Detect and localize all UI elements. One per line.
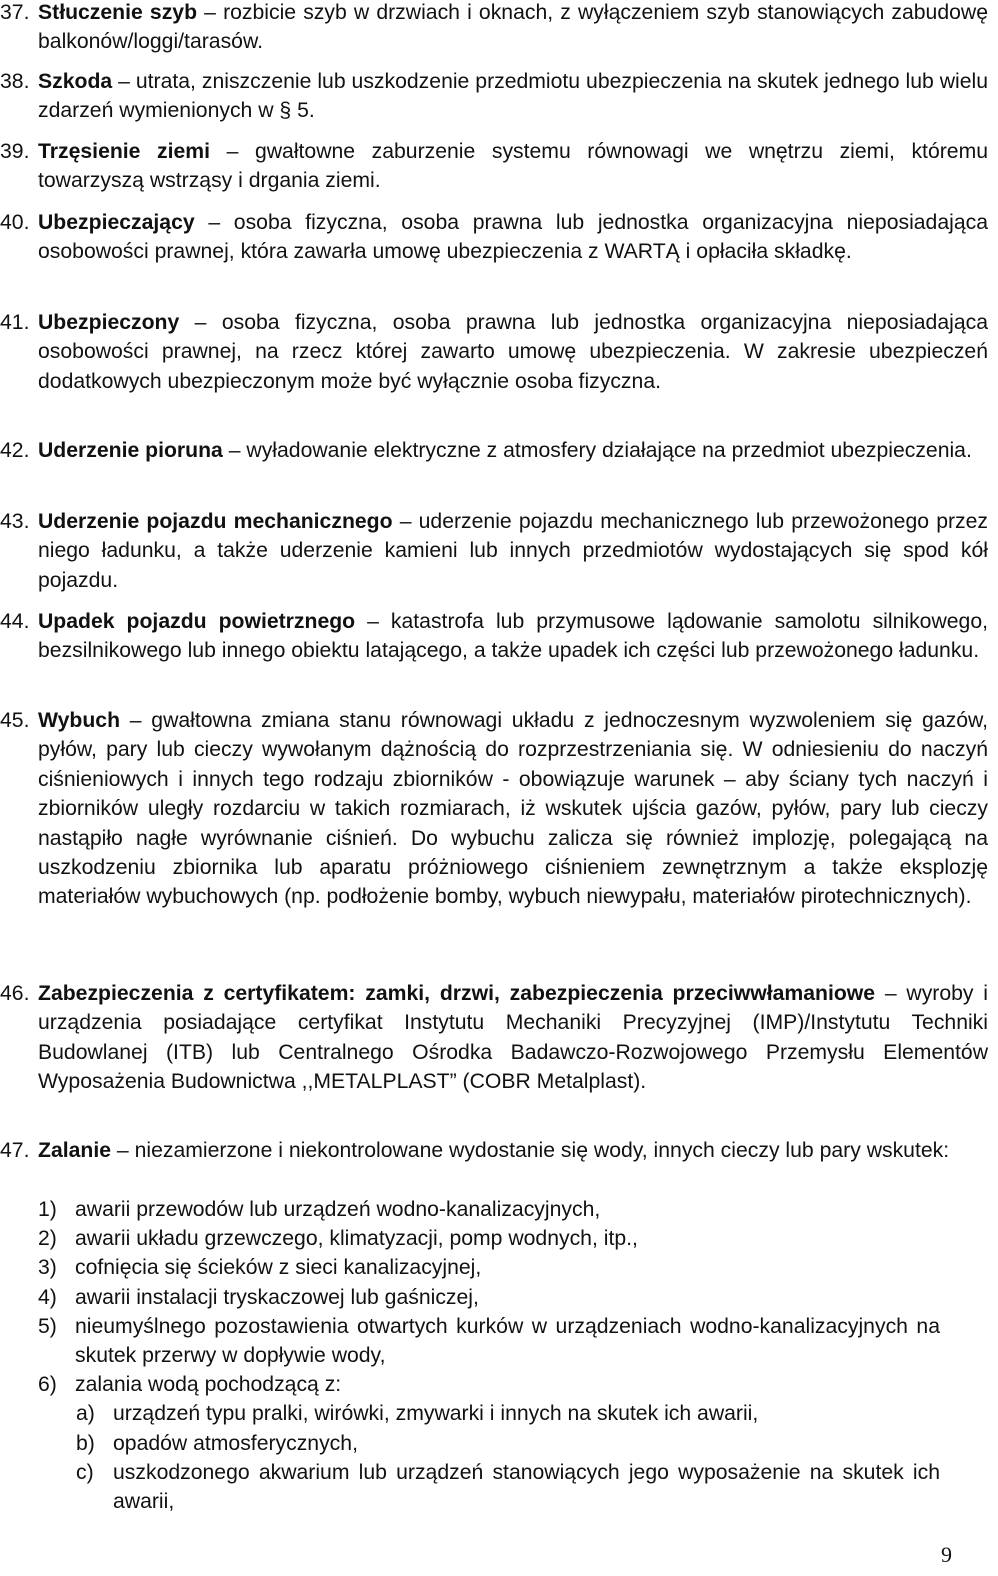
- definition-term: Trzęsienie ziemi: [38, 140, 211, 163]
- list-item-label: 2): [38, 1227, 57, 1251]
- definition-text: – katastrofa lub przymusowe lądowanie samolotu silnikowego, bezsilnikowego lub innego obiektu latającego, a także upadek ich części lub przewożonego ładunku.: [38, 610, 988, 663]
- sub-list-item-label: b): [76, 1431, 95, 1455]
- definition-43: [0, 507, 998, 595]
- definition-41: [0, 308, 998, 396]
- zalanie-list: [0, 1195, 950, 1516]
- definition-44: [0, 607, 998, 666]
- list-item-label: 4): [38, 1285, 57, 1309]
- list-item: [0, 1224, 950, 1253]
- definition-text: – osoba fizyczna, osoba prawna lub jednostka organizacyjna nieposiadająca osobowości prawnej, na rzecz której zawarto umowę ubezpieczenia. W zakresie ubezpieczeń dodatkowych ubezpieczonym może być wyłącznie osoba fizyczna.: [38, 311, 988, 393]
- definition-number: 46.: [0, 982, 30, 1005]
- sub-list-item-label: c): [76, 1460, 94, 1484]
- list-item: [0, 1253, 950, 1282]
- list-item: [0, 1312, 950, 1370]
- list-item-text: awarii przewodów lub urządzeń wodno-kanalizacyjnych,: [75, 1198, 601, 1221]
- definition-number: 38.: [0, 70, 30, 93]
- definition-text: – gwałtowne zaburzenie systemu równowagi we wnętrzu ziemi, któremu towarzyszą wstrząsy i drgania ziemi.: [38, 140, 989, 193]
- definition-39: [0, 137, 998, 196]
- sub-list-item-label: a): [76, 1402, 95, 1426]
- definition-text: – wyładowanie elektryczne z atmosfery działające na przedmiot ubezpieczenia.: [222, 439, 972, 462]
- definition-number: 43.: [0, 510, 30, 533]
- definition-term: Uderzenie pioruna: [38, 439, 223, 462]
- definition-term: Uderzenie pojazdu mechanicznego: [38, 510, 393, 533]
- definition-text: – gwałtowna zmiana stanu równowagi układu z jednoczesnym wyzwoleniem się gazów, pyłów, pary lub cieczy wywołanym dążnością do rozprzestrzeniania się. W odniesieniu do naczyń ciśnieniowych i innych tego rodzaju zbiorników - obowiązuje warunek – aby ściany tych naczyń i zbiorników uległy rozdarciu w takich rozmiarach, iż wskutek ujścia gazów, pyłów, pary lub cieczy nastąpiło nagłe wyrównanie ciśnień. Do wybuchu zalicza się również implozję, polegającą na uszkodzeniu zbiornika lub aparatu próżniowego ciśnieniem zewnętrznym a także eksplozję materiałów wybuchowych (np. podłożenie bomby, wybuch niewypału, materiałów pirotechnicznych).: [38, 709, 988, 909]
- definition-term: Upadek pojazdu powietrznego: [38, 610, 356, 633]
- definition-term: Zalanie: [38, 1139, 112, 1162]
- definition-40: [0, 208, 998, 267]
- definition-47: [0, 1136, 998, 1165]
- list-item: [0, 1195, 950, 1224]
- definition-term: Szkoda: [38, 70, 113, 93]
- list-item-label: 1): [38, 1198, 57, 1221]
- sub-list-item: [0, 1458, 950, 1516]
- list-item-text: zalania wodą pochodzącą z:: [75, 1373, 342, 1397]
- list-item-label: 6): [38, 1373, 57, 1397]
- definition-38: [0, 67, 998, 126]
- sub-list-item-text: urządzeń typu pralki, wirówki, zmywarki i innych na skutek ich awarii,: [113, 1402, 759, 1426]
- definition-term: Stłuczenie szyb: [38, 1, 198, 24]
- definition-number: 47.: [0, 1139, 30, 1162]
- definition-number: 39.: [0, 140, 30, 163]
- sub-list-item: [0, 1429, 950, 1458]
- list-item-text: awarii układu grzewczego, klimatyzacji, pomp wodnych, itp.,: [75, 1227, 638, 1251]
- definition-text: – rozbicie szyb w drzwiach i oknach, z wyłączeniem szyb stanowiących zabudowę balkonów/loggi/tarasów.: [38, 1, 988, 54]
- definition-text: – uderzenie pojazdu mechanicznego lub przewożonego przez niego ładunku, a także uderzenie kamieni lub innych przedmiotów wydostających się spod kół pojazdu.: [38, 510, 989, 592]
- definition-42: [0, 436, 998, 465]
- page-number: 9: [941, 1542, 952, 1567]
- list-item-text: cofnięcia się ścieków z sieci kanalizacyjnej,: [75, 1256, 482, 1280]
- list-item-label: 3): [38, 1256, 57, 1280]
- definition-term: Ubezpieczający: [38, 211, 195, 234]
- definition-number: 44.: [0, 610, 30, 633]
- definition-number: 41.: [0, 311, 30, 334]
- definition-number: 40.: [0, 211, 30, 234]
- definition-text: – osoba fizyczna, osoba prawna lub jednostka organizacyjna nieposiadająca osobowości prawnej, która zawarła umowę ubezpieczenia z WARTĄ i opłaciła składkę.: [38, 211, 988, 264]
- definition-number: 37.: [0, 1, 30, 24]
- sub-list-item-text: uszkodzonego akwarium lub urządzeń stanowiących jego wyposażenie na skutek ich awarii,: [113, 1460, 940, 1514]
- definition-45: [0, 706, 998, 912]
- definition-term: Ubezpieczony: [38, 311, 180, 334]
- list-item: [0, 1370, 950, 1399]
- list-item: [0, 1283, 950, 1312]
- definition-term: Wybuch: [38, 709, 121, 732]
- definition-46: [0, 979, 998, 1097]
- definition-number: 45.: [0, 709, 30, 732]
- list-item-text: nieumyślnego pozostawienia otwartych kurków w urządzeniach wodno-kanalizacyjnych na skutek przerwy w dopływie wody,: [75, 1314, 940, 1368]
- definition-text: – utrata, zniszczenie lub uszkodzenie przedmiotu ubezpieczenia na skutek jednego lub wielu zdarzeń wymienionych w § 5.: [38, 70, 988, 123]
- definition-text: – niezamierzone i niekontrolowane wydostanie się wody, innych cieczy lub pary wskutek:: [111, 1139, 950, 1162]
- definition-term: Zabezpieczenia z certyfikatem: zamki, drzwi, zabezpieczenia przeciwwłamaniowe: [38, 982, 876, 1005]
- sub-list-item-text: opadów atmosferycznych,: [113, 1431, 358, 1455]
- sub-list-item: [0, 1399, 950, 1428]
- definition-37: [0, 0, 998, 57]
- list-item-label: 5): [38, 1314, 57, 1338]
- list-item-text: awarii instalacji tryskaczowej lub gaśniczej,: [75, 1285, 479, 1309]
- definition-text: – wyroby i urządzenia posiadające certyfikat Instytutu Mechaniki Precyzyjnej (IMP)/Instytutu Techniki Budowlanej (ITB) lub Centralnego Ośrodka Badawczo-Rozwojowego Przemysłu Elementów Wyposażenia Budownictwa ,,METALPLAST” (COBR Metalplast).: [38, 982, 989, 1094]
- definition-number: 42.: [0, 439, 30, 462]
